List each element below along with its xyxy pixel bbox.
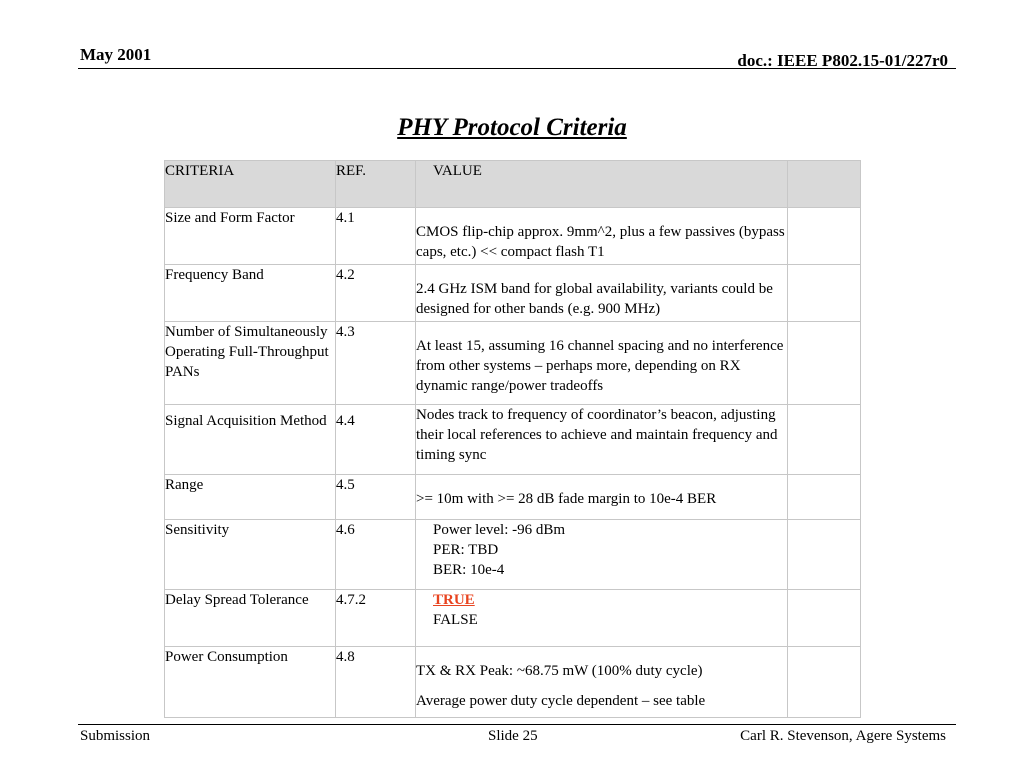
criteria-cell: Frequency Band — [165, 265, 336, 322]
extra-cell — [788, 475, 861, 520]
ref-cell: 4.7.2 — [336, 590, 416, 647]
column-header-extra — [788, 161, 861, 208]
per-line: PER: TBD — [433, 542, 499, 558]
criteria-cell: Number of Simultaneously Operating Full-Throughput PANs — [165, 322, 336, 405]
header-divider — [78, 68, 956, 69]
criteria-cell: Range — [165, 475, 336, 520]
peak-power-line: TX & RX Peak: ~68.75 mW (100% duty cycle) — [416, 663, 703, 679]
footer-slide-number: Slide 25 — [488, 728, 538, 744]
extra-cell — [788, 647, 861, 718]
criteria-cell: Signal Acquisition Method — [165, 405, 336, 475]
extra-cell — [788, 208, 861, 265]
table-row — [165, 520, 861, 590]
extra-cell — [788, 405, 861, 475]
table-row — [165, 647, 861, 718]
ref-cell: 4.5 — [336, 475, 416, 520]
true-option: TRUE — [433, 592, 475, 608]
table-row — [165, 590, 861, 647]
ref-cell: 4.1 — [336, 208, 416, 265]
ref-cell: 4.4 — [336, 405, 416, 475]
value-cell: CMOS flip-chip approx. 9mm^2, plus a few passives (bypass caps, etc.) << compact flash T1 — [416, 208, 788, 265]
table-header-row — [165, 161, 861, 208]
ref-cell: 4.6 — [336, 520, 416, 590]
ref-cell: 4.2 — [336, 265, 416, 322]
extra-cell — [788, 265, 861, 322]
footer-author: Carl R. Stevenson, Agere Systems — [740, 728, 946, 744]
value-cell — [416, 520, 788, 590]
criteria-cell: Delay Spread Tolerance — [165, 590, 336, 647]
false-option: FALSE — [433, 612, 478, 628]
value-cell — [416, 647, 788, 718]
criteria-cell: Size and Form Factor — [165, 208, 336, 265]
column-header-ref: REF. — [336, 161, 416, 208]
extra-cell — [788, 590, 861, 647]
value-cell: >= 10m with >= 28 dB fade margin to 10e-4 BER — [416, 475, 788, 520]
criteria-cell: Sensitivity — [165, 520, 336, 590]
table-row — [165, 405, 861, 475]
column-header-value: VALUE — [416, 161, 788, 208]
extra-cell — [788, 520, 861, 590]
header-date: May 2001 — [80, 45, 152, 64]
ber-line: BER: 10e-4 — [433, 562, 505, 578]
ref-cell: 4.3 — [336, 322, 416, 405]
average-power-line: Average power duty cycle dependent – see table — [416, 693, 706, 709]
slide-title: PHY Protocol Criteria — [397, 114, 627, 141]
table-row — [165, 322, 861, 405]
value-cell: Nodes track to frequency of coordinator’s beacon, adjusting their local references to achieve and maintain frequency and timing sync — [416, 405, 788, 475]
criteria-table — [164, 160, 861, 718]
power-level-line: Power level: -96 dBm — [433, 522, 566, 538]
footer-divider — [78, 724, 956, 725]
extra-cell — [788, 322, 861, 405]
value-cell: At least 15, assuming 16 channel spacing and no interference from other systems – perhaps more, depending on RX dynamic range/power tradeoffs — [416, 322, 788, 405]
header-doc-id: doc.: IEEE P802.15-01/227r0 — [737, 51, 948, 70]
criteria-cell: Power Consumption — [165, 647, 336, 718]
table-row — [165, 265, 861, 322]
value-cell — [416, 590, 788, 647]
ref-cell: 4.8 — [336, 647, 416, 718]
column-header-criteria: CRITERIA — [165, 161, 336, 208]
table-row — [165, 208, 861, 265]
value-cell: 2.4 GHz ISM band for global availability, variants could be designed for other bands (e.g. 900 MHz) — [416, 265, 788, 322]
table-row — [165, 475, 861, 520]
footer-submission: Submission — [80, 728, 151, 744]
